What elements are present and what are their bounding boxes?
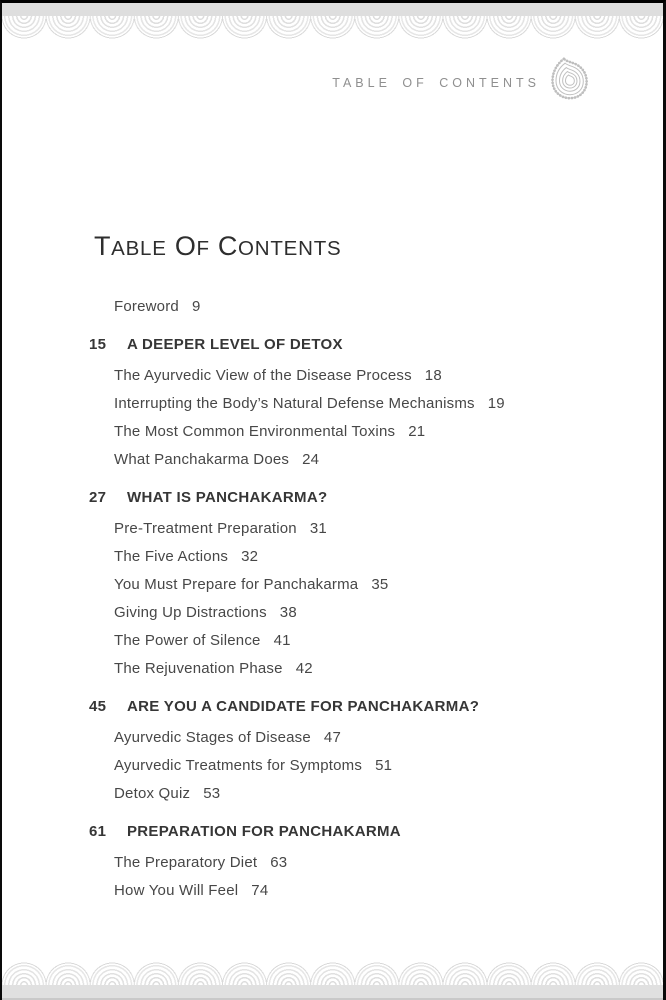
entry-title: The Rejuvenation Phase [114,660,283,677]
entry-title: Giving Up Distractions [114,604,267,621]
toc-list [89,293,627,905]
page-title [94,233,627,262]
entry-page-number: 32 [241,548,259,565]
bottom-gray-band [2,985,663,1000]
entry-page-number: 47 [323,729,341,746]
entry-page-number: 74 [251,882,269,899]
entry-page-number: 63 [270,854,288,871]
title-initial: O [174,231,197,261]
chapter-title: PREPARATION FOR PANCHAKARMA [127,823,401,840]
entry-page-number: 42 [295,660,313,677]
toc-entry-row [89,627,627,655]
entry-title: Pre-Treatment Preparation [114,520,297,537]
toc-entry-row [89,418,627,446]
entry-page-number: 21 [408,423,426,440]
toc-entry-row [89,571,627,599]
running-header-label: TABLE OF CONTENTS [332,76,540,90]
entry-title: The Ayurvedic View of the Disease Process [114,367,412,384]
entry-title: You Must Prepare for Panchakarma [114,576,359,593]
paisley-ornament-icon [549,55,591,107]
entry-title: The Five Actions [114,548,229,565]
toc-entry-row [89,724,627,752]
toc-entry-row [89,752,627,780]
toc-chapter-row [89,331,627,359]
toc-entry-row [89,655,627,683]
entry-page-number: 31 [309,520,327,537]
toc-entry-row [89,390,627,418]
chapter-title: A DEEPER LEVEL OF DETOX [127,336,343,353]
entry-page-number: 18 [424,367,442,384]
title-smallcaps: ONTENTS [237,237,342,260]
entry-page-number: 24 [302,451,320,468]
toc-entry-row [89,599,627,627]
toc-entry-row [89,849,627,877]
entry-page-number: 51 [375,757,393,774]
scallop-lace-pattern-top [2,16,663,39]
scallop-lace-pattern-bottom [2,962,663,985]
toc-chapter-row [89,484,627,512]
decorative-border-top [2,3,663,39]
toc-entry-row [89,543,627,571]
entry-title: Detox Quiz [114,785,191,802]
entry-title: Ayurvedic Treatments for Symptoms [114,757,363,774]
toc-entry-row [89,780,627,808]
toc-content [89,233,627,905]
chapter-title: WHAT IS PANCHAKARMA? [127,489,328,506]
toc-entry-row [89,877,627,905]
chapter-start-page: 27 [89,489,107,506]
running-header [332,59,591,107]
entry-page-number: 35 [371,576,389,593]
entry-title: Foreword [114,298,179,315]
entry-page-number: 53 [203,785,221,802]
title-smallcaps: F [196,237,210,260]
entry-title: The Preparatory Diet [114,854,258,871]
chapter-start-page: 61 [89,823,107,840]
top-gray-band [2,3,663,16]
entry-title: Ayurvedic Stages of Disease [114,729,311,746]
entry-page-number: 41 [273,632,291,649]
chapter-title: ARE YOU A CANDIDATE FOR PANCHAKARMA? [127,698,480,715]
chapter-start-page: 45 [89,698,107,715]
title-initial: T [94,231,112,261]
toc-entry-row [89,446,627,474]
entry-page-number: 9 [191,298,201,315]
entry-title: The Power of Silence [114,632,261,649]
toc-entry-row [89,515,627,543]
decorative-border-bottom [2,962,663,1000]
entry-title: Interrupting the Body’s Natural Defense Mechanisms [114,395,475,412]
entry-page-number: 38 [279,604,297,621]
entry-page-number: 19 [487,395,505,412]
title-initial: C [217,231,238,261]
entry-title: The Most Common Environmental Toxins [114,423,396,440]
title-smallcaps: ABLE [111,237,167,260]
entry-title: What Panchakarma Does [114,451,290,468]
toc-entry-row [89,362,627,390]
chapter-start-page: 15 [89,336,107,353]
toc-front-matter-row [89,293,627,321]
toc-chapter-row [89,818,627,846]
entry-title: How You Will Feel [114,882,239,899]
toc-chapter-row [89,693,627,721]
